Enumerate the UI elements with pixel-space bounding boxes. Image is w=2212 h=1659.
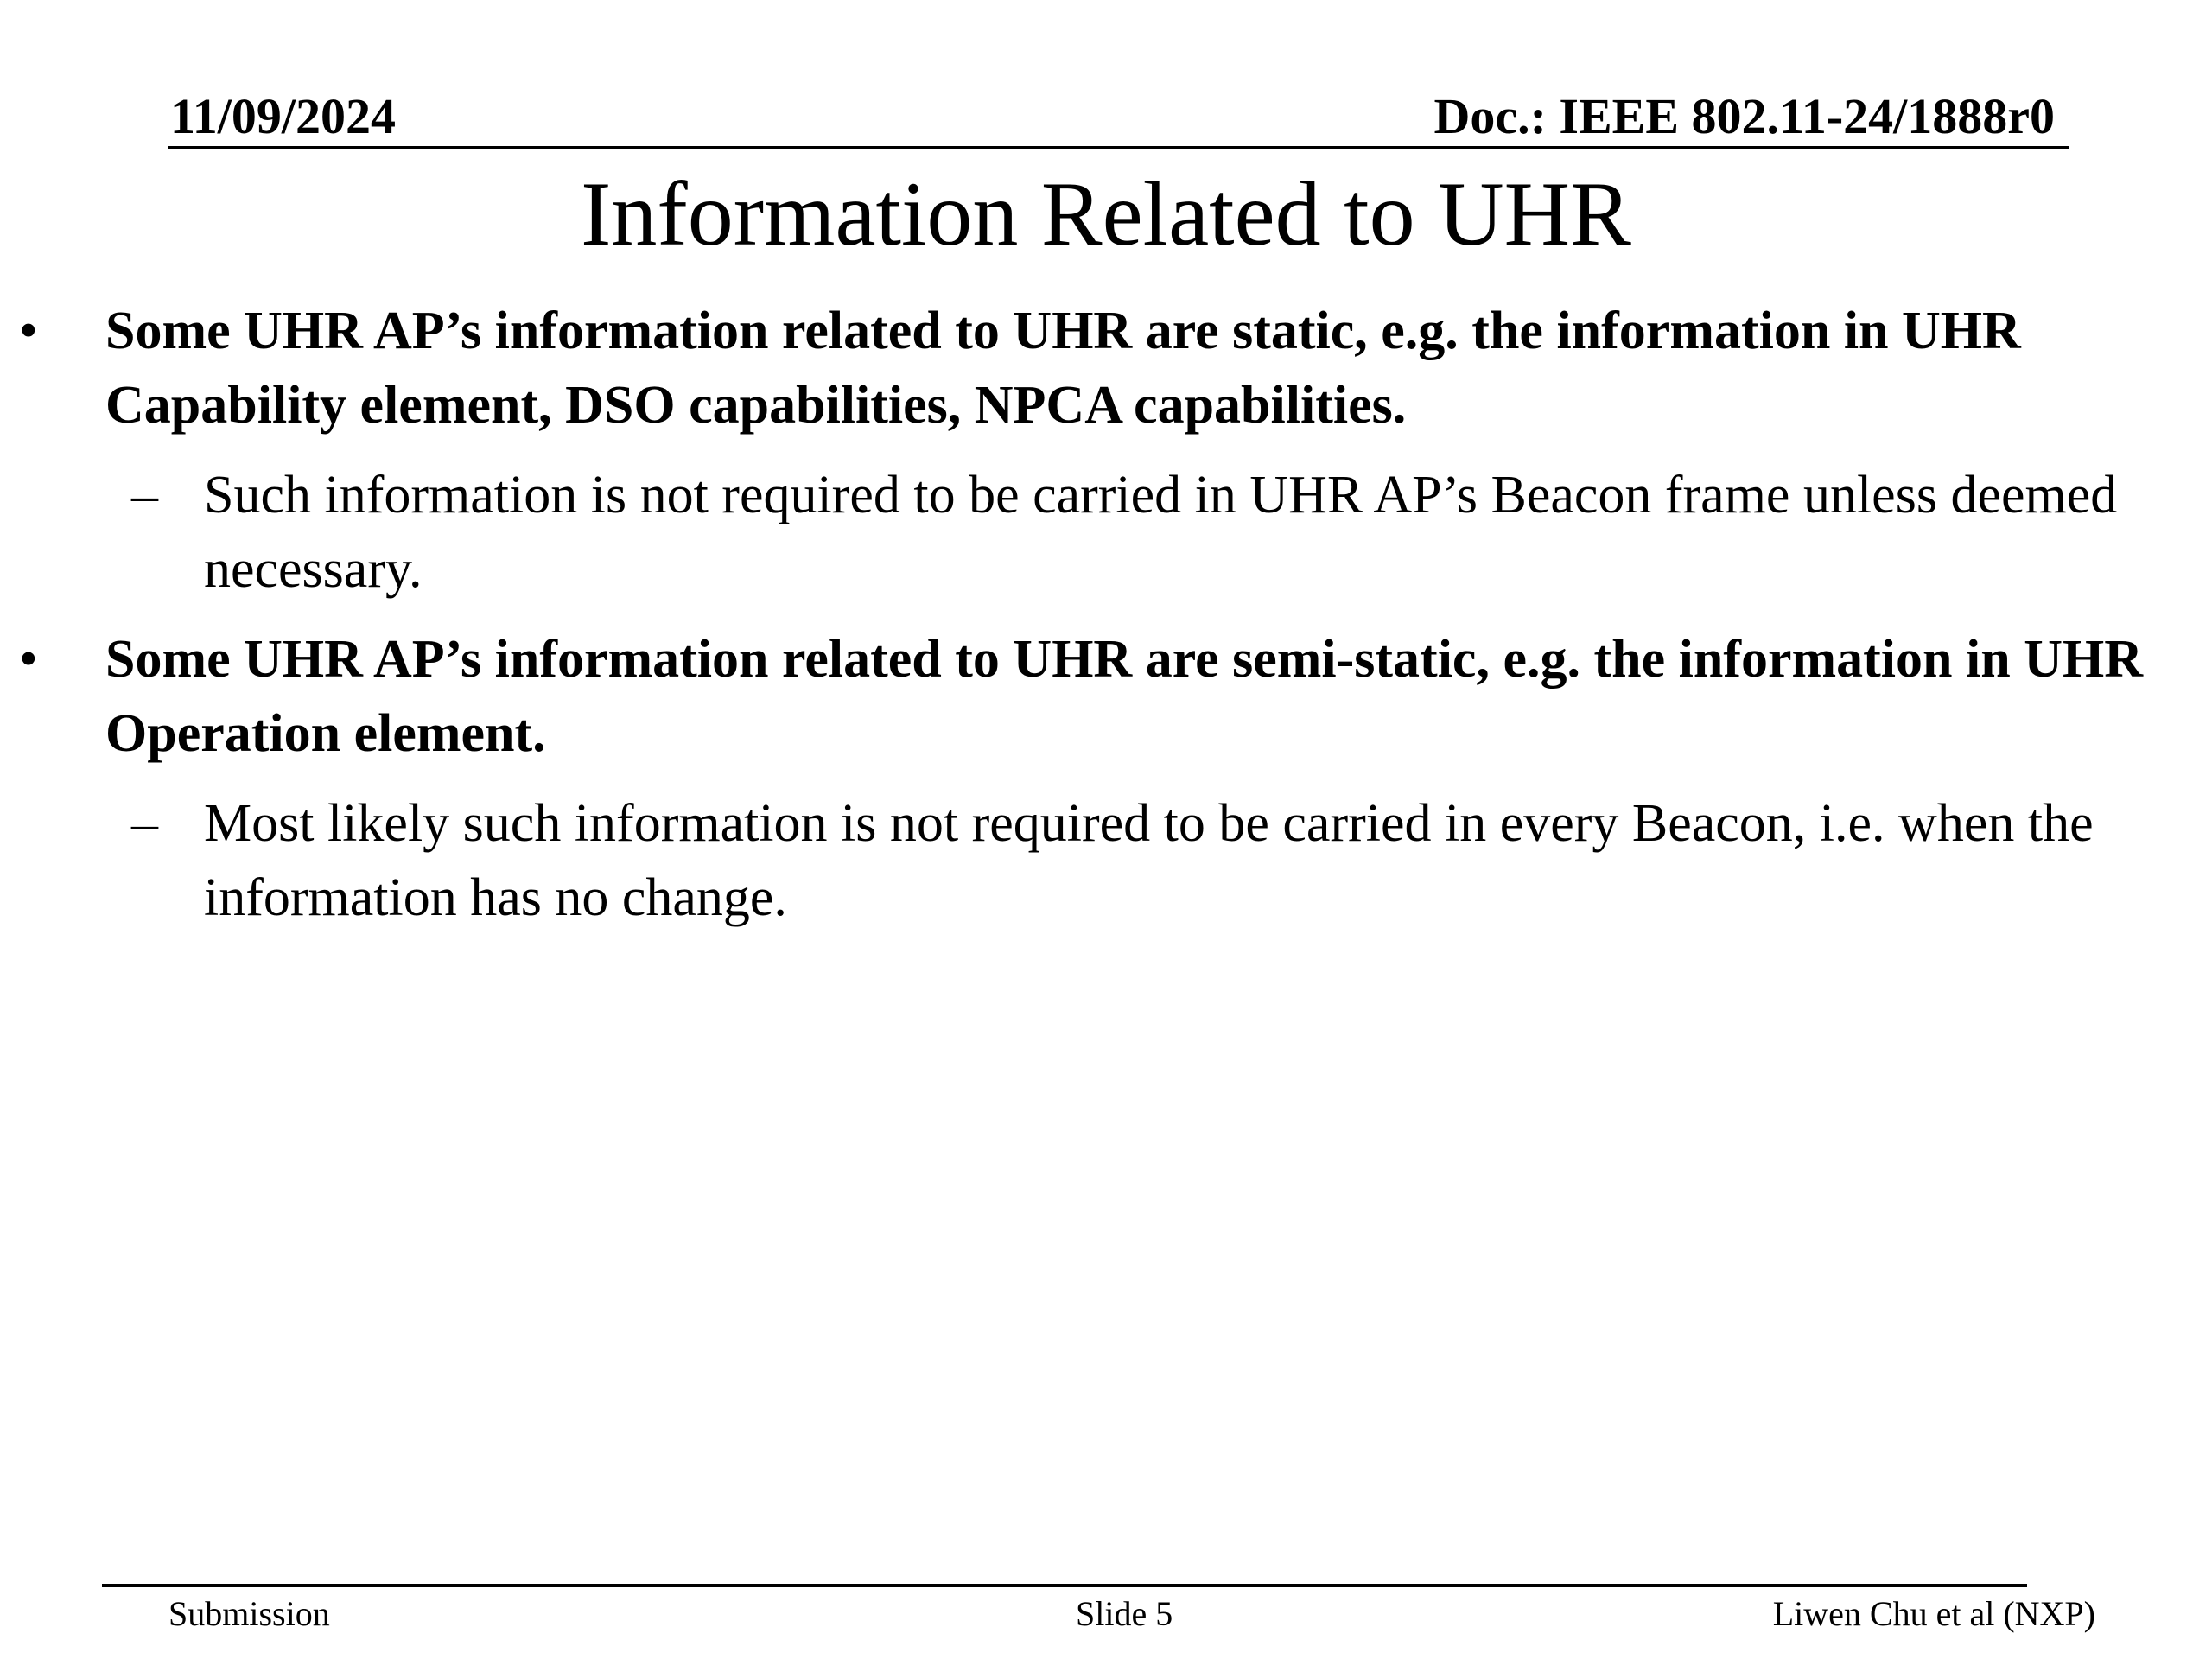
bullet-marker: •	[19, 302, 38, 360]
header-date: 11/09/2024	[170, 88, 397, 144]
sub-bullet-text: Such information is not required to be carried in UHR AP’s Beacon frame unless deemed necessary.	[204, 466, 2118, 599]
footer-divider	[102, 1584, 2027, 1587]
bullet-text: Some UHR AP’s information related to UHR are semi-static, e.g. the information in UHR Operation element.	[105, 630, 2143, 763]
header-divider	[168, 146, 2069, 149]
slide-title: Information Related to UHR	[581, 163, 1631, 264]
bullet-marker: •	[19, 630, 38, 689]
footer-author: Liwen Chu et al (NXP)	[1772, 1594, 2095, 1633]
header-doc-number: Doc.: IEEE 802.11-24/1888r0	[1433, 88, 2055, 144]
sub-bullet-marker: –	[131, 466, 158, 524]
sub-bullet-text: Most likely such information is not required to be carried in every Beacon, i.e. when the information has no change.	[204, 794, 2094, 927]
footer-submission: Submission	[168, 1594, 330, 1633]
footer-slide-number: Slide 5	[1076, 1594, 1173, 1633]
sub-bullet-marker: –	[131, 794, 158, 853]
bullet-text: Some UHR AP’s information related to UHR are static, e.g. the information in UHR Capability element, DSO capabilities, NPCA capabilities.	[105, 302, 2021, 435]
